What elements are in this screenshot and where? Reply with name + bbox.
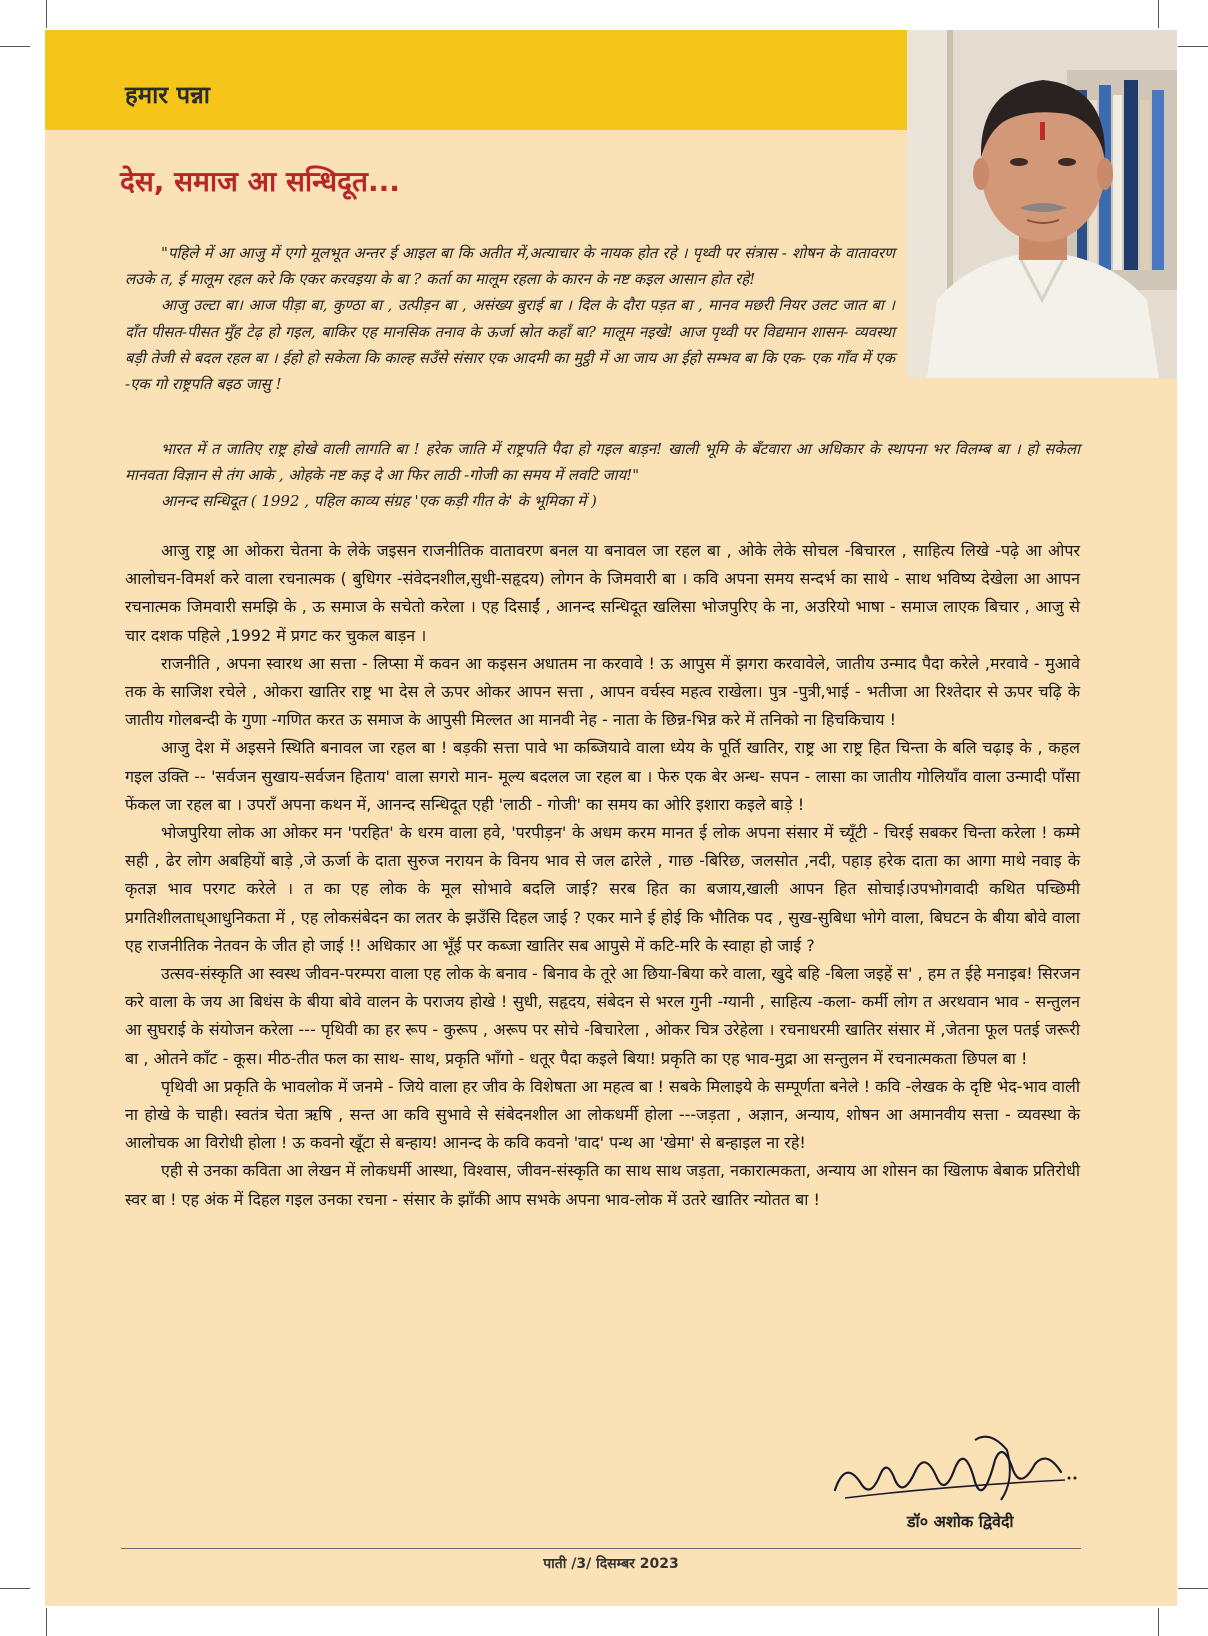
crop-mark xyxy=(1158,1608,1159,1636)
page-footer: पाती /3/ दिसम्बर 2023 xyxy=(543,1556,679,1572)
body-paragraph: आजु राष्ट्र आ ओकरा चेतना के लेके जइसन राजनीतिक वातावरण बनल या बनावल जा रहल बा , ओके लेके सोचल -बिचारल , साहित्य लिखे -पढ़े आ ओपर आलोचन-विमर्श करे वाला रचनात्मक ( बुधिगर -संवेदनशील,सुधी-सहृदय) लोगन के जिमवारी बा । कवि अपना समय सन्दर्भ का साथे - साथ भविष्य देखेला आ आपन रचनात्मक जिमवारी समझि के , ऊ समाज के सचेतो करेला । एह दिसाईं , आनन्द सन्धिदूत खलिसा भोजपुरिए के ना, अउरियो भाषा - समाज लाएक बिचार , आजु से चार दशक पहिले ,1992 में प्रगट कर चुकल बाड़न । xyxy=(125,541,1080,645)
intro-quote-continued xyxy=(125,436,1080,515)
crop-mark xyxy=(46,1608,47,1636)
crop-mark xyxy=(1158,0,1159,28)
author-photo xyxy=(907,30,1177,378)
body-paragraph: उत्सव-संस्कृति आ स्वस्थ जीवन-परम्परा वाला एह लोक के बनाव - बिनाव के तूरे आ छिया-बिया करे वाला, खुदे बहि -बिला जइहें स' , हम त ईहे मनाइब! सिरजन करे वाला के जय आ बिधंस के बीया बोवे वालन के पराजय होखे ! सुधी, सहृदय, संबेदन से भरल गुनी -ग्यानी , साहित्य -कला- कर्मी लोग त अरथवान भाव - सन्तुलन आ सुघराई के संयोजन करेला --- पृथिवी का हर रूप - कुरूप , अरूप पर सोचे -बिचारेला , ओकर चित्र उरेहेला । रचनाधरमी खातिर संसार में ,जेतना फूल पतई जरूरी बा , ओतने काँट - कूस। मीठ-तीत फल का साथ- साथ, प्रकृति भाँगो - धतूर पैदा कइले बिया! प्रकृति का एह भाव-मुद्रा आ सन्तुलन में रचनात्मकता छिपल बा ! xyxy=(125,964,1080,1068)
intro-quote xyxy=(125,240,895,397)
section-label: हमार पन्ना xyxy=(125,81,211,109)
article-body xyxy=(125,537,1080,1214)
crop-mark xyxy=(0,1588,30,1589)
crop-mark xyxy=(0,46,30,47)
author-portrait-illustration xyxy=(907,30,1177,378)
article-title: देस, समाज आ सन्धिदूत... xyxy=(120,165,400,198)
quote-paragraph: "पहिले में आ आजु में एगो मूलभूत अन्तर ई आइल बा कि अतीत में,अत्याचार के नायक होत रहे । पृथ्वी पर संत्रास - शोषन के वातावरण लउके त, ई मालूम रहल करे कि एकर करवइया के बा ? कर्ता का मालूम रहला के कारन के नष्ट कइल आसान होत रहे! xyxy=(125,244,895,289)
header-band xyxy=(45,30,907,130)
crop-mark xyxy=(46,0,47,28)
body-paragraph: राजनीति , अपना स्वारथ आ सत्ता - लिप्सा में कवन आ कइसन अधातम ना करवावे ! ऊ आपुस में झगरा करवावेले, जातीय उन्माद पैदा करेले ,मरवावे - मुआवे तक के साजिश रचेले , ओकरा खातिर राष्ट्र भा देस ले ऊपर ओकर आपन सत्ता , आपन वर्चस्व महत्व राखेला। पुत्र -पुत्री,भाई - भतीजा आ रिश्तेदार से ऊपर चढ़ि के जातीय गोलबन्दी के गुणा -गणित करत ऊ समाज के आपुसी मिल्लत आ मानवी नेह - नाता के छिन्न-भिन्न करे में तनिको ना हिचकिचाय ! xyxy=(125,653,1080,730)
quote-attribution: आनन्द सन्धिदूत ( 1992 , पहिल काव्य संग्रह 'एक कड़ी गीत के' के भूमिका में ) xyxy=(161,492,597,511)
body-paragraph: भोजपुरिया लोक आ ओकर मन 'परहित' के धरम वाला हवे, 'परपीड़न' के अधम करम मानत ई लोक अपना संसार में च्यूँटी - चिरई सबकर चिन्ता करेला ! कम्मे सही , ढेर लोग अबहियों बाड़े ,जे ऊर्जा के दाता सुरुज नरायन के विनय भाव से जल ढारेले , गाछ -बिरिछ, जलसोत ,नदी, पहाड़ हरेक दाता का आगा माथे नवाइ के कृतज्ञ भाव परगट करेले । त का एह लोक के मूल सोभावे बदलि जाई? सरब हित का बजाय,खाली आपन हित सोचाई।उपभोगवादी कथित पच्छिमी प्रगतिशीलताध्आधुनिकता में , एह लोकसंबेदन का लतर के झउँसि दिहल जाई ? एकर माने ई होई कि भौतिक पद , सुख-सुबिधा भोगे वाला, बिघटन के बीया बोवे वाला एह राजनीतिक नेतवन के जीत हो जाई !! अधिकार आ भूँई पर कब्जा खातिर सब आपुसे में कटि-मरि के स्वाहा हो जाई ? xyxy=(125,823,1080,955)
body-paragraph: आजु देश में अइसने स्थिति बनावल जा रहल बा ! बड़की सत्ता पावे भा कब्जियावे वाला ध्येय के पूर्ति खातिर, राष्ट्र आ राष्ट्र हित चिन्ता के बलि चढ़ाइ के , कहल गइल उक्ति -- 'सर्वजन सुखाय-सर्वजन हिताय' वाला सगरो मान- मूल्य बदलल जा रहल बा । फेरु एक बेर अन्ध- सपन - लासा का जातीय गोलियाँव वाला उन्मादी पाँसा फेंकल जा रहल बा । उपराँ अपना कथन में, आनन्द सन्धिदूत एही 'लाठी - गोजी' का समय का ओरि इशारा कइले बाड़े ! xyxy=(125,738,1080,814)
quote-paragraph: आजु उल्टा बा। आज पीड़ा बा, कुण्ठा बा , उत्पीड़न बा , असंख्य बुराई बा । दिल के दौरा पड़त बा , मानव मछरी नियर उलट जात बा । दाँत पीसत-पीसत मुँह टेढ़ हो गइल, बाकिर एह मानसिक तनाव के ऊर्जा स्रोत कहाँ बा? मालूम नइखे! आज पृथ्वी पर विद्यमान शासन- व्यवस्था बड़ी तेजी से बदल रहल बा । ईहो हो सकेला कि काल्ह सउँसे संसार एक आदमी का मुट्ठी में आ जाय आ ईहो सम्भव बा कि एक- एक गाँव में एक -एक गो राष्ट्रपति बइठ जासु ! xyxy=(125,296,895,394)
crop-mark xyxy=(1178,1588,1208,1589)
body-paragraph: पृथिवी आ प्रकृति के भावलोक में जनमे - जिये वाला हर जीव के विशेषता आ महत्व बा ! सबके मिलाइये के सम्पूर्णता बनेले ! कवि -लेखक के दृष्टि भेद-भाव वाली ना होखे के चाही। स्वतंत्र चेता ऋषि , सन्त आ कवि सुभावे से संबेदनशील आ लोकधर्मी होला ---जड़ता , अज्ञान, अन्याय, शोषन आ अमानवीय सत्ता - व्यवस्था के आलोचक आ विरोधी होला ! ऊ कवनो खूँटा से बन्हाय! आनन्द के कवि कवनो 'वाद' पन्थ आ 'खेमा' से बन्हाइल ना रहे! xyxy=(125,1076,1080,1153)
quote-paragraph: भारत में त जातिए राष्ट्र होखे वाली लागति बा ! हरेक जाति में राष्ट्रपति पैदा हो गइल बाड़न! खाली भूमि के बँटवारा आ अधिकार के स्थापना भर विलम्ब बा । हो सकेला मानवता विज्ञान से तंग आके , ओहके नष्ट कइ दे आ फिर लाठी -गोजी का समय में लवटि जाय!" xyxy=(125,440,1080,485)
author-name: डॉ० अशोक द्विवेदी xyxy=(907,1512,1014,1531)
body-paragraph: एही से उनका कविता आ लेखन में लोकधर्मी आस्था, विश्वास, जीवन-संस्कृति का साथ साथ जड़ता, नकारात्मकता, अन्याय आ शोसन का खिलाफ बेबाक प्रतिरोधी स्वर बा ! एह अंक में दिहल गइल उनका रचना - संसार के झाँकी आप सभके अपना भाव-लोक में उतरे खातिर न्योतत बा ! xyxy=(125,1161,1080,1209)
magazine-page xyxy=(45,30,1177,1606)
crop-mark xyxy=(1178,46,1208,47)
footer-divider xyxy=(121,1548,1081,1549)
